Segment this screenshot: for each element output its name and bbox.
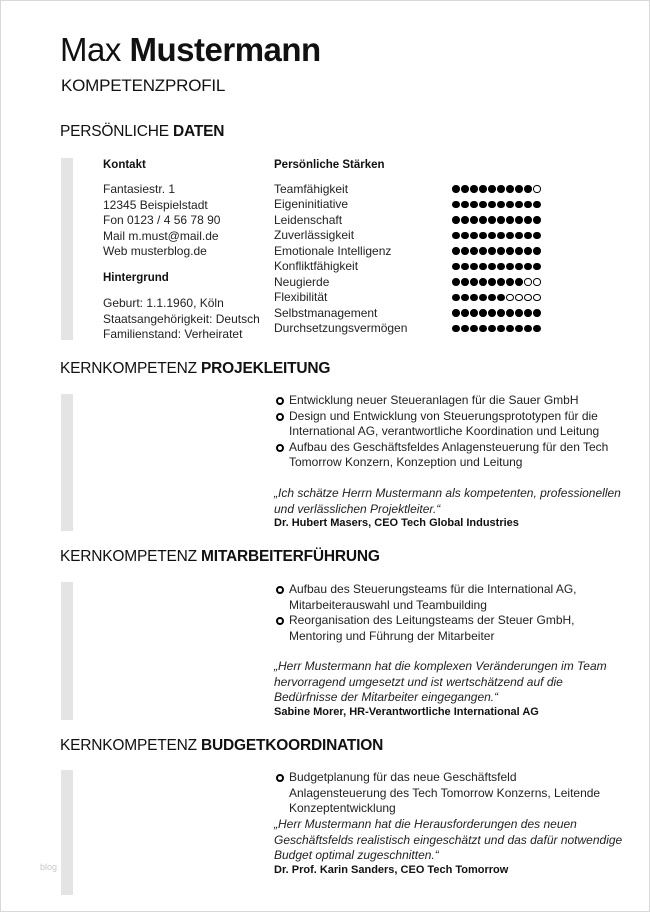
rating-dot-filled [515,278,523,286]
rating-dot-filled [506,278,514,286]
strength-row [274,305,541,321]
strength-name: Eigeninitiative [274,197,349,212]
rating-dot-filled [470,263,478,271]
background-block [103,296,260,343]
section-title-bold: BUDGETKOORDINATION [201,737,384,754]
strength-row [274,274,541,290]
contact-line: Mail m.must@mail.de [103,228,219,243]
strengths-list [274,181,541,336]
strength-rating [452,247,541,255]
strength-rating [452,278,541,286]
strength-row [274,243,541,259]
rating-dot-filled [524,232,532,240]
strength-rating [452,263,541,271]
rating-dot-filled [524,201,532,209]
rating-dot-filled [506,263,514,271]
section-title-projektleitung [60,360,330,378]
last-name: Mustermann [129,31,321,68]
rating-dot-empty [533,294,541,302]
rating-dot-filled [470,201,478,209]
rating-dot-filled [497,325,505,333]
strength-name: Zuverlässigkeit [274,228,355,243]
rating-dot-filled [524,309,532,317]
rating-dot-filled [524,185,532,193]
person-name [60,30,321,70]
contact-line: Fantasiestr. 1 [103,182,176,196]
section-title-bold: PROJEKLEITUNG [201,360,331,377]
rating-dot-filled [488,201,496,209]
bullet-item: Aufbau des Steuerungsteams für die International AG, Mitarbeiterauswahl und Teambuilding [276,582,616,613]
contact-line: Web musterblog.de [103,244,207,258]
rating-dot-filled [479,325,487,333]
strength-name: Emotionale Intelligenz [274,243,392,258]
first-name: Max [60,31,121,68]
background-line: Familienstand: Verheiratet [103,327,243,341]
rating-dot-filled [506,309,514,317]
rating-dot-filled [488,263,496,271]
rating-dot-filled [515,325,523,333]
testimonial-quote: „Herr Mustermann hat die Herausforderungen des neuen Geschäftsfelds realistisch eingeschätzt und das dafür notwendige Budget optimal zugeschnitten.“ [274,817,623,863]
strength-rating [452,325,541,333]
strength-name: Selbstmanagement [274,305,378,320]
strength-rating [452,185,541,193]
rating-dot-filled [515,232,523,240]
watermark: blog [40,862,58,872]
background-line: Staatsangehörigkeit: Deutsch [103,311,260,326]
rating-dot-filled [488,309,496,317]
strength-name: Flexibilität [274,290,328,305]
testimonial-quote: „Herr Mustermann hat die komplexen Veränderungen im Team hervorragend umgesetzt und ist wertschätzend auf die Bedürfnisse der Mitarbeiter eingegangen.“ [274,659,607,705]
rating-dot-filled [515,216,523,224]
rating-dot-empty [515,294,523,302]
rating-dot-filled [497,309,505,317]
section-title-bold: MITARBEITERFÜHRUNG [201,548,380,565]
background-label: Hintergrund [103,272,169,284]
section-title-light: KERNKOMPETENZ [60,737,202,754]
rating-dot-filled [452,294,460,302]
testimonial-quote: „Ich schätze Herrn Mustermann als kompetenten, professionellen und verlässlichen Projektleiter.“ [274,486,621,516]
strength-name: Durchsetzungsvermögen [274,321,408,336]
rating-dot-filled [461,263,469,271]
rating-dot-filled [479,232,487,240]
rating-dot-filled [488,216,496,224]
rating-dot-filled [479,216,487,224]
rating-dot-filled [497,185,505,193]
rating-dot-empty [524,278,532,286]
rating-dot-filled [470,185,478,193]
strength-rating [452,232,541,240]
rating-dot-empty [506,294,514,302]
rating-dot-filled [470,278,478,286]
rating-dot-filled [506,247,514,255]
rating-dot-filled [479,185,487,193]
strength-rating [452,216,541,224]
rating-dot-filled [524,263,532,271]
section-title-mitarbeiterfuehrung [60,548,380,566]
rating-dot-filled [479,247,487,255]
contact-label: Kontakt [103,159,146,171]
rating-dot-filled [452,216,460,224]
testimonial-author: Dr. Hubert Masers, CEO Tech Global Industries [274,517,519,529]
strength-name: Neugierde [274,274,330,289]
rating-dot-filled [506,201,514,209]
rating-dot-filled [533,325,541,333]
rating-dot-filled [470,294,478,302]
rating-dot-filled [533,309,541,317]
contact-line: Fon 0123 / 4 56 78 90 [103,213,221,227]
rating-dot-filled [488,294,496,302]
contact-line: 12345 Beispielstadt [103,197,208,212]
section-bar [61,582,73,720]
rating-dot-filled [533,247,541,255]
rating-dot-filled [497,247,505,255]
strength-row [274,290,541,306]
rating-dot-filled [506,216,514,224]
rating-dot-filled [524,247,532,255]
bullet-item: Design und Entwicklung von Steuerungsprototypen für die International AG, verantwortliche Koordination und Leitung [276,409,616,440]
bullet-item: Budgetplanung für das neue Geschäftsfeld Anlagensteuerung des Tech Tomorrow Konzerns, Leitende Konzeptentwicklung [276,770,616,817]
rating-dot-filled [497,294,505,302]
rating-dot-filled [506,185,514,193]
document-subtitle: KOMPETENZPROFIL [61,76,226,95]
background-line: Geburt: 1.1.1960, Köln [103,296,224,310]
mitarbeiterfuehrung-bullets [276,582,616,644]
rating-dot-filled [470,325,478,333]
rating-dot-filled [515,263,523,271]
rating-dot-filled [488,325,496,333]
strength-name: Konfliktfähigkeit [274,259,359,274]
bullet-item: Reorganisation des Leitungsteams der Steuer GmbH, Mentoring und Führung der Mitarbeiter [276,613,616,644]
rating-dot-filled [452,185,460,193]
rating-dot-filled [461,216,469,224]
section-title-budgetkoordination [60,737,383,755]
rating-dot-filled [461,309,469,317]
section-title-light: KERNKOMPETENZ [60,548,202,565]
testimonial-author: Dr. Prof. Karin Sanders, CEO Tech Tomorrow [274,864,509,876]
rating-dot-filled [533,201,541,209]
strength-row [274,321,541,337]
rating-dot-filled [461,294,469,302]
bullet-item: Entwicklung neuer Steueranlagen für die Sauer GmbH [276,393,616,409]
section-title-light: PERSÖNLICHE [60,123,174,140]
rating-dot-filled [515,201,523,209]
section-bar [61,158,73,340]
strength-row [274,212,541,228]
rating-dot-filled [488,185,496,193]
rating-dot-filled [452,278,460,286]
rating-dot-filled [452,201,460,209]
rating-dot-filled [479,263,487,271]
rating-dot-filled [497,201,505,209]
rating-dot-filled [488,247,496,255]
rating-dot-empty [533,185,541,193]
rating-dot-filled [461,185,469,193]
rating-dot-filled [533,232,541,240]
bullet-item: Aufbau des Geschäftsfeldes Anlagensteuerung für den Tech Tomorrow Konzern, Konzeption und Leitung [276,440,616,471]
rating-dot-filled [452,247,460,255]
strength-row [274,197,541,213]
budgetkoordination-bullets [276,770,616,817]
testimonial-author: Sabine Morer, HR-Verantwortliche International AG [274,706,539,718]
rating-dot-filled [479,278,487,286]
rating-dot-filled [479,201,487,209]
rating-dot-filled [497,278,505,286]
rating-dot-filled [533,263,541,271]
strength-row [274,181,541,197]
section-bar [61,770,73,895]
rating-dot-filled [524,216,532,224]
strength-rating [452,201,541,209]
rating-dot-filled [452,263,460,271]
section-bar [61,394,73,531]
rating-dot-filled [452,232,460,240]
contact-block [103,182,220,260]
strength-name: Leidenschaft [274,212,343,227]
rating-dot-filled [470,232,478,240]
rating-dot-filled [470,247,478,255]
rating-dot-filled [515,247,523,255]
rating-dot-filled [452,309,460,317]
rating-dot-filled [515,185,523,193]
rating-dot-filled [497,216,505,224]
strength-row [274,259,541,275]
projektleitung-bullets [276,393,616,471]
rating-dot-filled [515,309,523,317]
rating-dot-filled [461,325,469,333]
strength-row [274,228,541,244]
rating-dot-filled [488,232,496,240]
rating-dot-filled [497,263,505,271]
strength-rating [452,309,541,317]
rating-dot-empty [524,294,532,302]
rating-dot-filled [470,309,478,317]
strengths-label: Persönliche Stärken [274,159,385,171]
strength-rating [452,294,541,302]
rating-dot-filled [506,232,514,240]
section-title-bold: DATEN [173,123,225,140]
rating-dot-filled [506,325,514,333]
strength-name: Teamfähigkeit [274,181,349,196]
rating-dot-empty [533,278,541,286]
rating-dot-filled [524,325,532,333]
rating-dot-filled [461,201,469,209]
rating-dot-filled [488,278,496,286]
rating-dot-filled [461,247,469,255]
rating-dot-filled [461,278,469,286]
rating-dot-filled [470,216,478,224]
rating-dot-filled [461,232,469,240]
section-title-light: KERNKOMPETENZ [60,360,202,377]
rating-dot-filled [533,216,541,224]
rating-dot-filled [497,232,505,240]
section-title-personal [60,123,224,141]
rating-dot-filled [479,294,487,302]
rating-dot-filled [479,309,487,317]
rating-dot-filled [452,325,460,333]
